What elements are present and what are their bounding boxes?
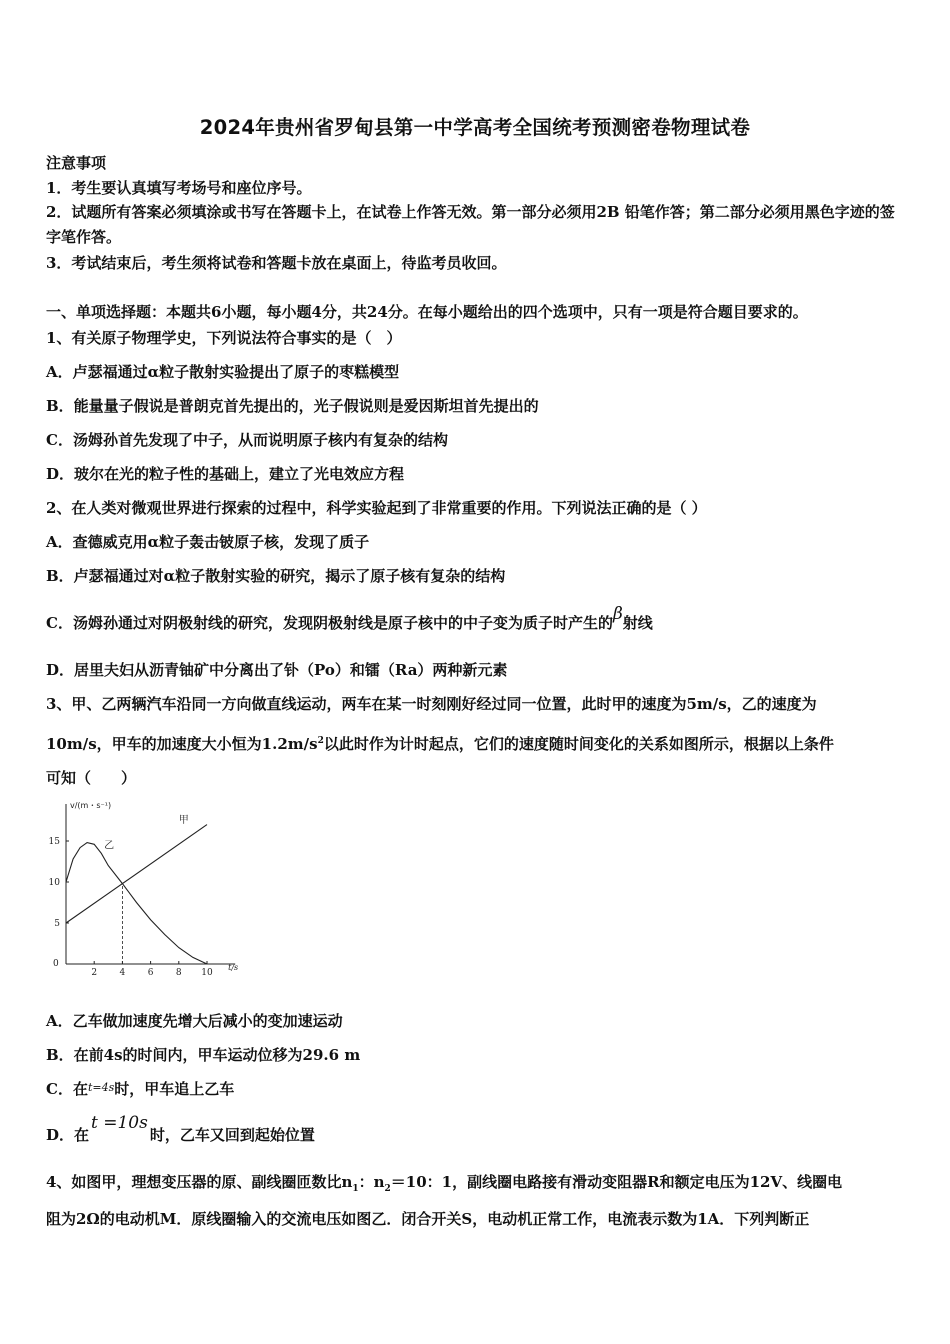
q3-stem-line-1: 3、甲、乙两辆汽车沿同一方向做直线运动，两车在某一时刻刚好经过同一位置，此时甲的速度为5m/s，乙的速度为 [46,695,817,713]
q2-option-c-text: C．汤姆孙通过对阴极射线的研究，发现阴极射线是原子核中的中子变为质子时产生的 [46,614,613,632]
notice-item-2: 2．试题所有答案必须填涂或书写在答题卡上，在试卷上作答无效。第一部分必须用2B 铅笔作答；第二部分必须用黑色字迹的签字笔作答。 [46,203,895,246]
x-tick-label: 4 [119,968,126,976]
series-line-jia [66,825,207,923]
q3-option-c-suffix: 时，甲车追上乙车 [114,1080,235,1098]
q4-stem-line-2: 阻为2Ω的电动机M．原线圈输入的交流电压如图乙．闭合开关S，电动机正常工作，电流表示数为1A．下列判断正 [46,1210,810,1228]
series-label-yi: 乙 [104,840,115,852]
x-tick-label: 8 [175,968,182,976]
q3-line2-text: 10m/s，甲车的加速度大小恒为1.2m/s [46,735,318,753]
notice-item-1: 1．考生要认真填写考场号和座位序号。 [46,179,312,197]
q2-option-c-suffix: 射线 [622,614,653,632]
y-tick-label: 15 [48,837,60,847]
q2-option-a: A．查德威克用α粒子轰击铍原子核，发现了质子 [46,533,370,551]
q2-option-d: D．居里夫妇从沥青铀矿中分离出了钋（Po）和镭（Ra）两种新元素 [46,661,508,679]
series-line-yi [66,843,207,964]
q3-option-d-text: D．在 [46,1126,90,1144]
q2-stem: 2、在人类对微观世界进行探索的过程中，科学实验起到了非常重要的作用。下列说法正确的是（ ） [46,499,707,517]
q4-sub-2: 2 [384,1184,391,1194]
section-heading: 一、单项选择题：本题共6小题，每小题4分，共24分。在每小题给出的四个选项中，只有一项是符合题目要求的。 [46,303,808,321]
q3-stem-line-3: 可知（ ） [46,769,137,787]
notice-heading: 注意事项 [46,154,107,172]
notice-item-3: 3．考试结束后，考生须将试卷和答题卡放在桌面上，待监考员收回。 [46,254,507,272]
x-tick-label: 2 [91,968,98,976]
q4-line1-a: 4、如图甲，理想变压器的原、副线圈匝数比n [46,1173,353,1191]
q1-option-c: C．汤姆孙首先发现了中子，从而说明原子核内有复杂的结构 [46,431,448,449]
x-tick-label: 10 [201,968,213,976]
q3-option-d-suffix: 时，乙车又回到起始位置 [149,1126,315,1144]
q3-option-d [46,1113,908,1144]
q1-option-a: A．卢瑟福通过α粒子散射实验提出了原子的枣糕模型 [46,363,400,381]
q3-line2-suffix: 以此时作为计时起点，它们的速度随时间变化的关系如图所示，根据以上条件 [323,735,834,753]
q3-line2-sup: 2 [317,736,324,746]
q3-option-d-math: t =10s [91,1113,148,1133]
page-title: 2024年贵州省罗甸县第一中学高考全国统考预测密卷物理试卷 [199,116,751,139]
q3-option-b: B．在前4s的时间内，甲车运动位移为29.6 m [46,1046,361,1064]
q3-option-c-text: C．在 [46,1080,88,1098]
velocity-time-chart [44,796,254,976]
chart-layer [49,801,239,976]
x-tick-label: 6 [147,968,154,976]
q4-sub-1: 1 [352,1184,359,1194]
q4-line1-c: ＝10：1，副线圈电路接有滑动变阻器R和额定电压为12V、线圈电 [390,1173,843,1191]
x-axis-label: t/s [228,963,239,972]
series-label-jia: 甲 [178,814,189,826]
q4-stem-line-1 [46,1173,908,1198]
q1-stem: 1、有关原子物理学史，下列说法符合事实的是（ ） [46,329,402,347]
origin-label: 0 [53,959,59,969]
y-tick-label: 5 [54,919,60,929]
q3-option-a: A．乙车做加速度先增大后减小的变加速运动 [46,1012,343,1030]
q2-option-b: B．卢瑟福通过对α粒子散射实验的研究，揭示了原子核有复杂的结构 [46,567,506,585]
q1-option-d: D．玻尔在光的粒子性的基础上，建立了光电效应方程 [46,465,405,483]
beta-symbol: β [612,604,623,624]
q4-line1-b: ：n [358,1173,385,1191]
q3-option-c-math: t=4s [87,1081,115,1094]
q3-option-c [46,1080,908,1100]
y-axis-label: v/(m・s⁻¹) [70,801,112,810]
q1-option-b: B．能量量子假说是普朗克首先提出的，光子假说则是爱因斯坦首先提出的 [46,397,539,415]
q2-option-c [46,604,908,632]
y-tick-label: 10 [48,878,60,888]
q3-stem-line-2 [46,732,908,753]
